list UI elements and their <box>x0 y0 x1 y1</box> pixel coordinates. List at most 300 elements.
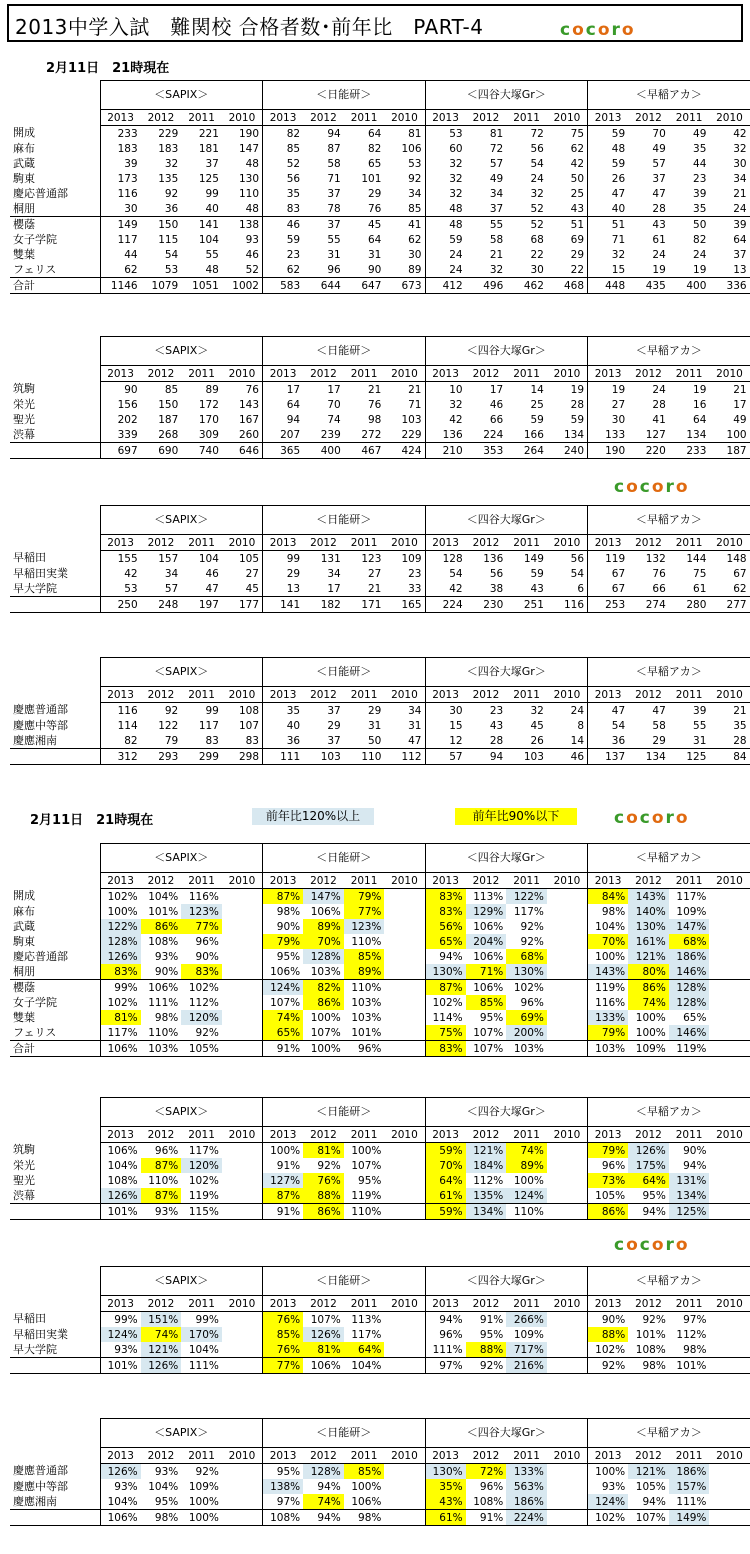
value-cell: 106% <box>100 1143 141 1159</box>
value-cell: 88% <box>588 1327 629 1342</box>
value-cell: 100% <box>263 1143 304 1159</box>
value-cell: 86% <box>141 919 182 934</box>
value-cell: 32 <box>164 157 179 170</box>
value-cell: 52 <box>222 262 263 278</box>
value-cell: 36 <box>588 733 629 749</box>
value-cell: 91% <box>263 1158 304 1173</box>
value-cell: 155 <box>100 551 141 567</box>
year-header: 2012 <box>628 873 669 889</box>
value-cell: 109% <box>513 1328 544 1341</box>
school-name: 栄光 <box>10 397 100 412</box>
year-header: 2013 <box>263 687 304 703</box>
value-cell: 14 <box>530 383 544 396</box>
value-cell: 83% <box>425 889 466 905</box>
value-cell: 274 <box>628 597 669 613</box>
year-header: 2012 <box>628 535 669 551</box>
value-cell: 126% <box>100 949 141 964</box>
table-row <box>10 597 750 613</box>
value-cell <box>709 1342 750 1358</box>
year-header: 2013 <box>263 535 304 551</box>
value-cell: 117 <box>100 232 141 247</box>
value-cell: 424 <box>384 443 425 459</box>
value-cell: 190 <box>588 443 629 459</box>
value-cell: 32 <box>425 156 466 171</box>
value-cell: 86% <box>628 980 669 996</box>
value-cell <box>222 904 263 919</box>
value-cell: 85% <box>466 995 507 1010</box>
value-cell: 435 <box>628 278 669 294</box>
value-cell: 90 <box>100 382 141 398</box>
value-cell: 35% <box>425 1479 466 1494</box>
value-cell: 93% <box>154 1465 179 1478</box>
counts-table <box>10 657 750 765</box>
value-cell: 70% <box>303 934 344 949</box>
value-cell: 28 <box>709 733 750 749</box>
value-cell <box>222 1041 263 1057</box>
year-header: 2013 <box>425 687 466 703</box>
value-cell: 166 <box>523 428 544 441</box>
value-cell: 64% <box>344 1342 385 1358</box>
year-header: 2012 <box>303 1296 344 1312</box>
value-cell: 103 <box>303 749 344 765</box>
table-row <box>10 1327 750 1342</box>
table-row <box>10 382 750 398</box>
table-row <box>10 397 750 412</box>
value-cell: 24 <box>530 172 544 185</box>
year-header: 2011 <box>344 366 385 382</box>
year-header: 2013 <box>588 687 629 703</box>
value-cell: 64 <box>693 413 707 426</box>
value-cell: 62 <box>547 141 588 156</box>
year-header: 2013 <box>588 110 629 126</box>
value-cell: 134 <box>628 749 669 765</box>
value-cell: 38 <box>489 582 504 595</box>
group-header: ＜SAPIX＞ <box>100 81 263 110</box>
value-cell: 90% <box>195 950 219 963</box>
value-cell: 77% <box>344 904 385 919</box>
value-cell <box>222 1510 263 1526</box>
value-cell <box>709 980 750 996</box>
value-cell: 74% <box>506 1143 547 1159</box>
value-cell: 111% <box>181 1358 222 1374</box>
value-cell: 123% <box>181 904 222 919</box>
value-cell: 76 <box>652 567 666 580</box>
table-row <box>10 278 750 294</box>
year-header: 2011 <box>181 366 222 382</box>
logo-letter: r <box>665 477 676 497</box>
value-cell: 62 <box>384 232 425 247</box>
value-cell: 130% <box>506 964 547 980</box>
table-row <box>10 995 750 1010</box>
year-header: 2010 <box>222 366 263 382</box>
table-row <box>10 1188 750 1204</box>
value-cell: 24 <box>709 201 750 217</box>
value-cell: 107% <box>310 1313 341 1326</box>
value-cell: 21 <box>368 582 382 595</box>
value-cell: 85 <box>263 141 304 156</box>
value-cell: 76 <box>222 382 263 398</box>
year-header: 2010 <box>547 1127 588 1143</box>
year-header: 2011 <box>344 1448 385 1464</box>
value-cell: 106% <box>263 964 304 980</box>
value-cell: 233 <box>669 443 710 459</box>
value-cell: 41 <box>652 413 666 426</box>
value-cell <box>222 1312 263 1328</box>
value-cell: 85 <box>164 383 179 396</box>
value-cell <box>547 980 588 996</box>
value-cell: 19 <box>693 383 707 396</box>
value-cell: 126% <box>628 1143 669 1159</box>
value-cell <box>709 904 750 919</box>
value-cell: 111 <box>263 749 304 765</box>
value-cell: 134% <box>669 1188 710 1204</box>
value-cell: 293 <box>141 749 182 765</box>
value-cell: 93% <box>141 1204 182 1220</box>
year-header: 2010 <box>222 110 263 126</box>
value-cell: 112% <box>473 1174 504 1187</box>
value-cell: 95% <box>263 1464 304 1480</box>
value-cell: 224% <box>506 1510 547 1526</box>
year-header: 2012 <box>466 110 507 126</box>
school-name <box>10 1510 100 1526</box>
value-cell: 47 <box>205 582 219 595</box>
value-cell: 100% <box>181 1510 222 1526</box>
school-name: 麻布 <box>10 904 100 919</box>
value-cell: 100% <box>588 949 629 964</box>
value-cell <box>384 919 425 934</box>
value-cell: 121% <box>628 949 669 964</box>
value-cell: 116% <box>188 890 219 903</box>
logo-letter: r <box>611 20 622 40</box>
corner-cell <box>10 535 100 551</box>
value-cell: 64 <box>368 127 382 140</box>
table-row <box>10 412 750 427</box>
value-cell: 229 <box>158 127 179 140</box>
value-cell: 462 <box>506 278 547 294</box>
school-name: 桐朋 <box>10 964 100 980</box>
value-cell: 53 <box>384 156 425 171</box>
value-cell: 126% <box>100 1188 141 1204</box>
value-cell: 19 <box>693 263 707 276</box>
value-cell: 116% <box>588 995 629 1010</box>
timestamp: 2月11日 21時現在 <box>46 61 170 76</box>
year-header: 2010 <box>709 687 750 703</box>
value-cell: 30 <box>384 247 425 262</box>
value-cell: 1002 <box>222 278 263 294</box>
value-cell: 103% <box>310 965 341 978</box>
value-cell: 57 <box>425 749 466 765</box>
table-row <box>10 232 750 247</box>
value-cell: 12 <box>425 733 466 749</box>
value-cell: 50 <box>368 734 382 747</box>
value-cell: 15 <box>588 262 629 278</box>
value-cell: 24 <box>547 703 588 719</box>
value-cell: 24 <box>652 248 666 261</box>
table-row <box>10 1041 750 1057</box>
value-cell: 103 <box>384 412 425 427</box>
value-cell: 23 <box>489 704 504 717</box>
school-name: 合計 <box>10 1041 100 1057</box>
group-header: ＜日能研＞ <box>263 1098 426 1127</box>
value-cell: 79% <box>588 1025 629 1041</box>
value-cell: 101% <box>351 1026 382 1039</box>
school-name: 慶應湘南 <box>10 1494 100 1510</box>
year-header: 2013 <box>425 873 466 889</box>
value-cell: 59 <box>547 412 588 427</box>
year-header: 2013 <box>263 873 304 889</box>
value-cell: 204% <box>466 934 507 949</box>
year-header: 2012 <box>141 1448 182 1464</box>
value-cell: 149% <box>669 1510 710 1526</box>
value-cell: 68% <box>669 934 710 949</box>
legend-blue: 前年比120%以上 <box>252 808 374 825</box>
value-cell: 32 <box>425 171 466 186</box>
value-cell: 25 <box>530 398 544 411</box>
school-name: 早稲田実業 <box>10 1327 100 1342</box>
year-header: 2012 <box>303 687 344 703</box>
value-cell: 59% <box>425 1204 466 1220</box>
value-cell: 34 <box>384 186 425 201</box>
school-name: 開成 <box>10 889 100 905</box>
year-header: 2013 <box>263 1127 304 1143</box>
year-header: 2011 <box>669 1448 710 1464</box>
value-cell: 496 <box>466 278 507 294</box>
value-cell <box>709 1158 750 1173</box>
value-cell: 107% <box>466 1041 507 1057</box>
value-cell: 60 <box>425 141 466 156</box>
group-header: ＜SAPIX＞ <box>100 844 263 873</box>
year-header: 2013 <box>588 535 629 551</box>
value-cell: 31 <box>368 719 382 732</box>
value-cell <box>547 1173 588 1188</box>
value-cell: 89% <box>344 964 385 980</box>
value-cell <box>547 1464 588 1480</box>
value-cell: 92% <box>317 1159 341 1172</box>
value-cell: 56 <box>547 551 588 567</box>
school-name: 慶応普通部 <box>10 949 100 964</box>
value-cell: 76% <box>303 1173 344 1188</box>
value-cell: 53 <box>100 581 141 597</box>
year-header: 2013 <box>100 366 141 382</box>
year-header: 2012 <box>303 110 344 126</box>
logo-letter: o <box>626 477 640 497</box>
value-cell: 101 <box>361 172 382 185</box>
value-cell: 65% <box>263 1025 304 1041</box>
year-header: 2011 <box>669 110 710 126</box>
value-cell: 117% <box>513 905 544 918</box>
value-cell: 89 <box>205 383 219 396</box>
value-cell <box>222 1358 263 1374</box>
school-name: 早稲田実業 <box>10 566 100 581</box>
value-cell: 114% <box>425 1010 466 1025</box>
value-cell: 96% <box>154 1144 179 1157</box>
year-header: 2012 <box>466 1296 507 1312</box>
value-cell: 58 <box>489 233 504 246</box>
year-header: 2013 <box>588 1448 629 1464</box>
year-header: 2013 <box>100 535 141 551</box>
value-cell: 125 <box>669 749 710 765</box>
value-cell: 120% <box>181 1010 222 1025</box>
value-cell: 57 <box>652 157 666 170</box>
value-cell: 45 <box>530 719 544 732</box>
value-cell: 468 <box>547 278 588 294</box>
value-cell <box>709 1464 750 1480</box>
value-cell: 93% <box>154 950 179 963</box>
value-cell <box>547 919 588 934</box>
value-cell: 47 <box>588 703 629 719</box>
value-cell: 133 <box>588 427 629 443</box>
school-name: 桐朋 <box>10 201 100 217</box>
group-header: ＜四谷大塚Gr＞ <box>425 1419 588 1448</box>
value-cell: 673 <box>384 278 425 294</box>
value-cell: 95% <box>479 1328 504 1341</box>
value-cell <box>384 904 425 919</box>
value-cell: 93% <box>588 1479 629 1494</box>
value-cell: 104% <box>148 890 179 903</box>
group-header: ＜日能研＞ <box>263 1419 426 1448</box>
value-cell: 53 <box>425 126 466 142</box>
year-header: 2012 <box>466 873 507 889</box>
value-cell: 67 <box>588 566 629 581</box>
value-cell: 101% <box>100 1358 141 1374</box>
year-header: 2012 <box>141 1127 182 1143</box>
group-header: ＜四谷大塚Gr＞ <box>425 658 588 687</box>
value-cell: 82 <box>100 733 141 749</box>
value-cell: 224 <box>425 597 466 613</box>
value-cell: 64 <box>368 233 382 246</box>
value-cell: 72 <box>489 142 504 155</box>
year-header: 2010 <box>384 366 425 382</box>
value-cell: 102% <box>100 889 141 905</box>
value-cell <box>709 1010 750 1025</box>
value-cell: 21 <box>384 382 425 398</box>
value-cell: 22 <box>530 248 544 261</box>
value-cell: 98% <box>344 1510 385 1526</box>
value-cell: 83% <box>425 1041 466 1057</box>
group-header: ＜早稲アカ＞ <box>588 658 750 687</box>
value-cell: 132 <box>645 552 666 565</box>
value-cell <box>709 995 750 1010</box>
value-cell <box>547 1327 588 1342</box>
value-cell: 37 <box>709 247 750 262</box>
value-cell: 128% <box>669 995 710 1010</box>
value-cell: 17 <box>327 383 341 396</box>
value-cell: 122% <box>100 919 141 934</box>
value-cell: 40 <box>263 718 304 733</box>
value-cell <box>709 1041 750 1057</box>
counts-table <box>10 80 750 294</box>
value-cell: 77% <box>181 919 222 934</box>
value-cell <box>547 1025 588 1041</box>
year-header: 2012 <box>141 535 182 551</box>
value-cell: 23 <box>263 247 304 262</box>
year-header: 2010 <box>547 1296 588 1312</box>
value-cell: 99% <box>195 1313 219 1326</box>
value-cell <box>222 1464 263 1480</box>
value-cell: 29 <box>652 734 666 747</box>
value-cell: 35 <box>693 202 707 215</box>
school-name: 慶應普通部 <box>10 1464 100 1480</box>
value-cell: 105% <box>181 1041 222 1057</box>
value-cell: 94 <box>327 127 341 140</box>
value-cell: 106% <box>100 1510 141 1526</box>
school-name: フェリス <box>10 1025 100 1041</box>
value-cell: 143% <box>628 889 669 905</box>
school-name: 渋幕 <box>10 427 100 443</box>
value-cell: 119% <box>669 1041 710 1057</box>
value-cell: 104% <box>148 1480 179 1493</box>
corner-cell <box>10 873 100 889</box>
value-cell: 28 <box>489 734 504 747</box>
value-cell: 644 <box>303 278 344 294</box>
value-cell: 140% <box>628 904 669 919</box>
value-cell: 647 <box>344 278 385 294</box>
value-cell: 117 <box>198 719 219 732</box>
value-cell: 48 <box>222 201 263 217</box>
value-cell: 42 <box>425 412 466 427</box>
value-cell: 94% <box>317 1480 341 1493</box>
year-header: 2011 <box>506 1296 547 1312</box>
year-header: 2013 <box>588 366 629 382</box>
year-header: 2013 <box>263 110 304 126</box>
value-cell: 122 <box>158 719 179 732</box>
value-cell: 113% <box>351 1313 382 1326</box>
value-cell: 51 <box>547 217 588 233</box>
group-header: ＜四谷大塚Gr＞ <box>425 844 588 873</box>
table-row <box>10 1494 750 1510</box>
school-name: 栄光 <box>10 1158 100 1173</box>
value-cell <box>222 980 263 996</box>
value-cell: 71 <box>327 172 341 185</box>
value-cell: 117% <box>676 890 707 903</box>
value-cell: 96% <box>425 1327 466 1342</box>
value-cell <box>547 934 588 949</box>
value-cell: 36 <box>263 733 304 749</box>
school-name: 慶應普通部 <box>10 703 100 719</box>
table-row <box>10 141 750 156</box>
value-cell: 43 <box>530 582 544 595</box>
value-cell: 54 <box>530 157 544 170</box>
year-header: 2013 <box>425 1127 466 1143</box>
value-cell: 280 <box>669 597 710 613</box>
value-cell: 57 <box>164 582 179 595</box>
value-cell: 186% <box>506 1494 547 1510</box>
value-cell: 42 <box>425 581 466 597</box>
year-header: 2013 <box>425 535 466 551</box>
table-row <box>10 1204 750 1220</box>
table-row <box>10 186 750 201</box>
value-cell: 32 <box>489 263 504 276</box>
year-header: 2013 <box>588 1127 629 1143</box>
value-cell: 103% <box>506 1041 547 1057</box>
value-cell <box>547 1312 588 1328</box>
school-name: 聖光 <box>10 412 100 427</box>
year-header: 2010 <box>709 110 750 126</box>
value-cell: 43 <box>628 217 669 233</box>
corner-cell <box>10 81 100 110</box>
group-header: ＜SAPIX＞ <box>100 1419 263 1448</box>
year-header: 2011 <box>181 687 222 703</box>
value-cell: 233 <box>100 126 141 142</box>
logo-letter: o <box>572 20 586 40</box>
value-cell: 76% <box>263 1312 304 1328</box>
logo-letter: o <box>626 1235 640 1255</box>
value-cell: 97% <box>683 1313 707 1326</box>
value-cell: 106% <box>310 905 341 918</box>
value-cell: 134 <box>686 428 707 441</box>
value-cell <box>384 1312 425 1328</box>
value-cell: 29 <box>263 566 304 581</box>
